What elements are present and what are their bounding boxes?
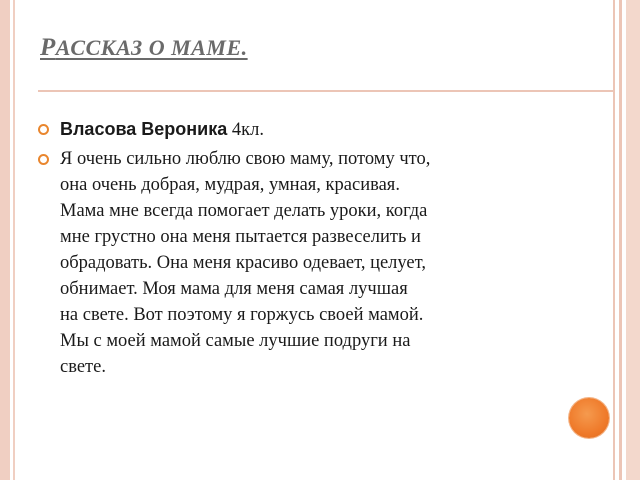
- author-name: Власова Вероника: [60, 119, 228, 139]
- right-border-stripe: [626, 0, 640, 480]
- bullet-story: [38, 146, 578, 380]
- story-line: на свете. Вот поэтому я горжусь своей мамой.: [60, 305, 424, 325]
- story-line: свете.: [60, 357, 106, 377]
- right-border-line: [613, 0, 615, 480]
- bullet-circle-icon: [38, 124, 49, 135]
- story-line: Мама мне всегда помогает делать уроки, когда: [60, 201, 428, 221]
- story-line: обнимает. Моя мама для меня самая лучшая: [60, 279, 408, 299]
- slide-title-rest: АССКАЗ О МАМЕ.: [55, 35, 248, 60]
- slide-title: [40, 34, 248, 62]
- story-line: обрадовать. Она меня красиво одевает, целует,: [60, 253, 426, 273]
- author-grade: 4кл.: [227, 120, 264, 140]
- right-border-line-2: [619, 0, 622, 480]
- slide-content: [38, 116, 578, 380]
- left-border-stripe: [0, 0, 10, 480]
- left-border-line: [13, 0, 15, 480]
- title-divider: [38, 90, 614, 92]
- slide-title-initial: Р: [40, 34, 56, 61]
- story-line: Мы с моей мамой самые лучшие подруги на: [60, 331, 411, 351]
- story-line: Я очень сильно люблю свою маму, потому что,: [60, 149, 431, 169]
- bullet-circle-icon: [38, 154, 49, 165]
- story-line: она очень добрая, мудрая, умная, красивая.: [60, 175, 400, 195]
- decorative-orange-circle: [569, 398, 609, 438]
- bullet-author: [38, 116, 578, 143]
- story-line: мне грустно она меня пытается развеселить и: [60, 227, 421, 247]
